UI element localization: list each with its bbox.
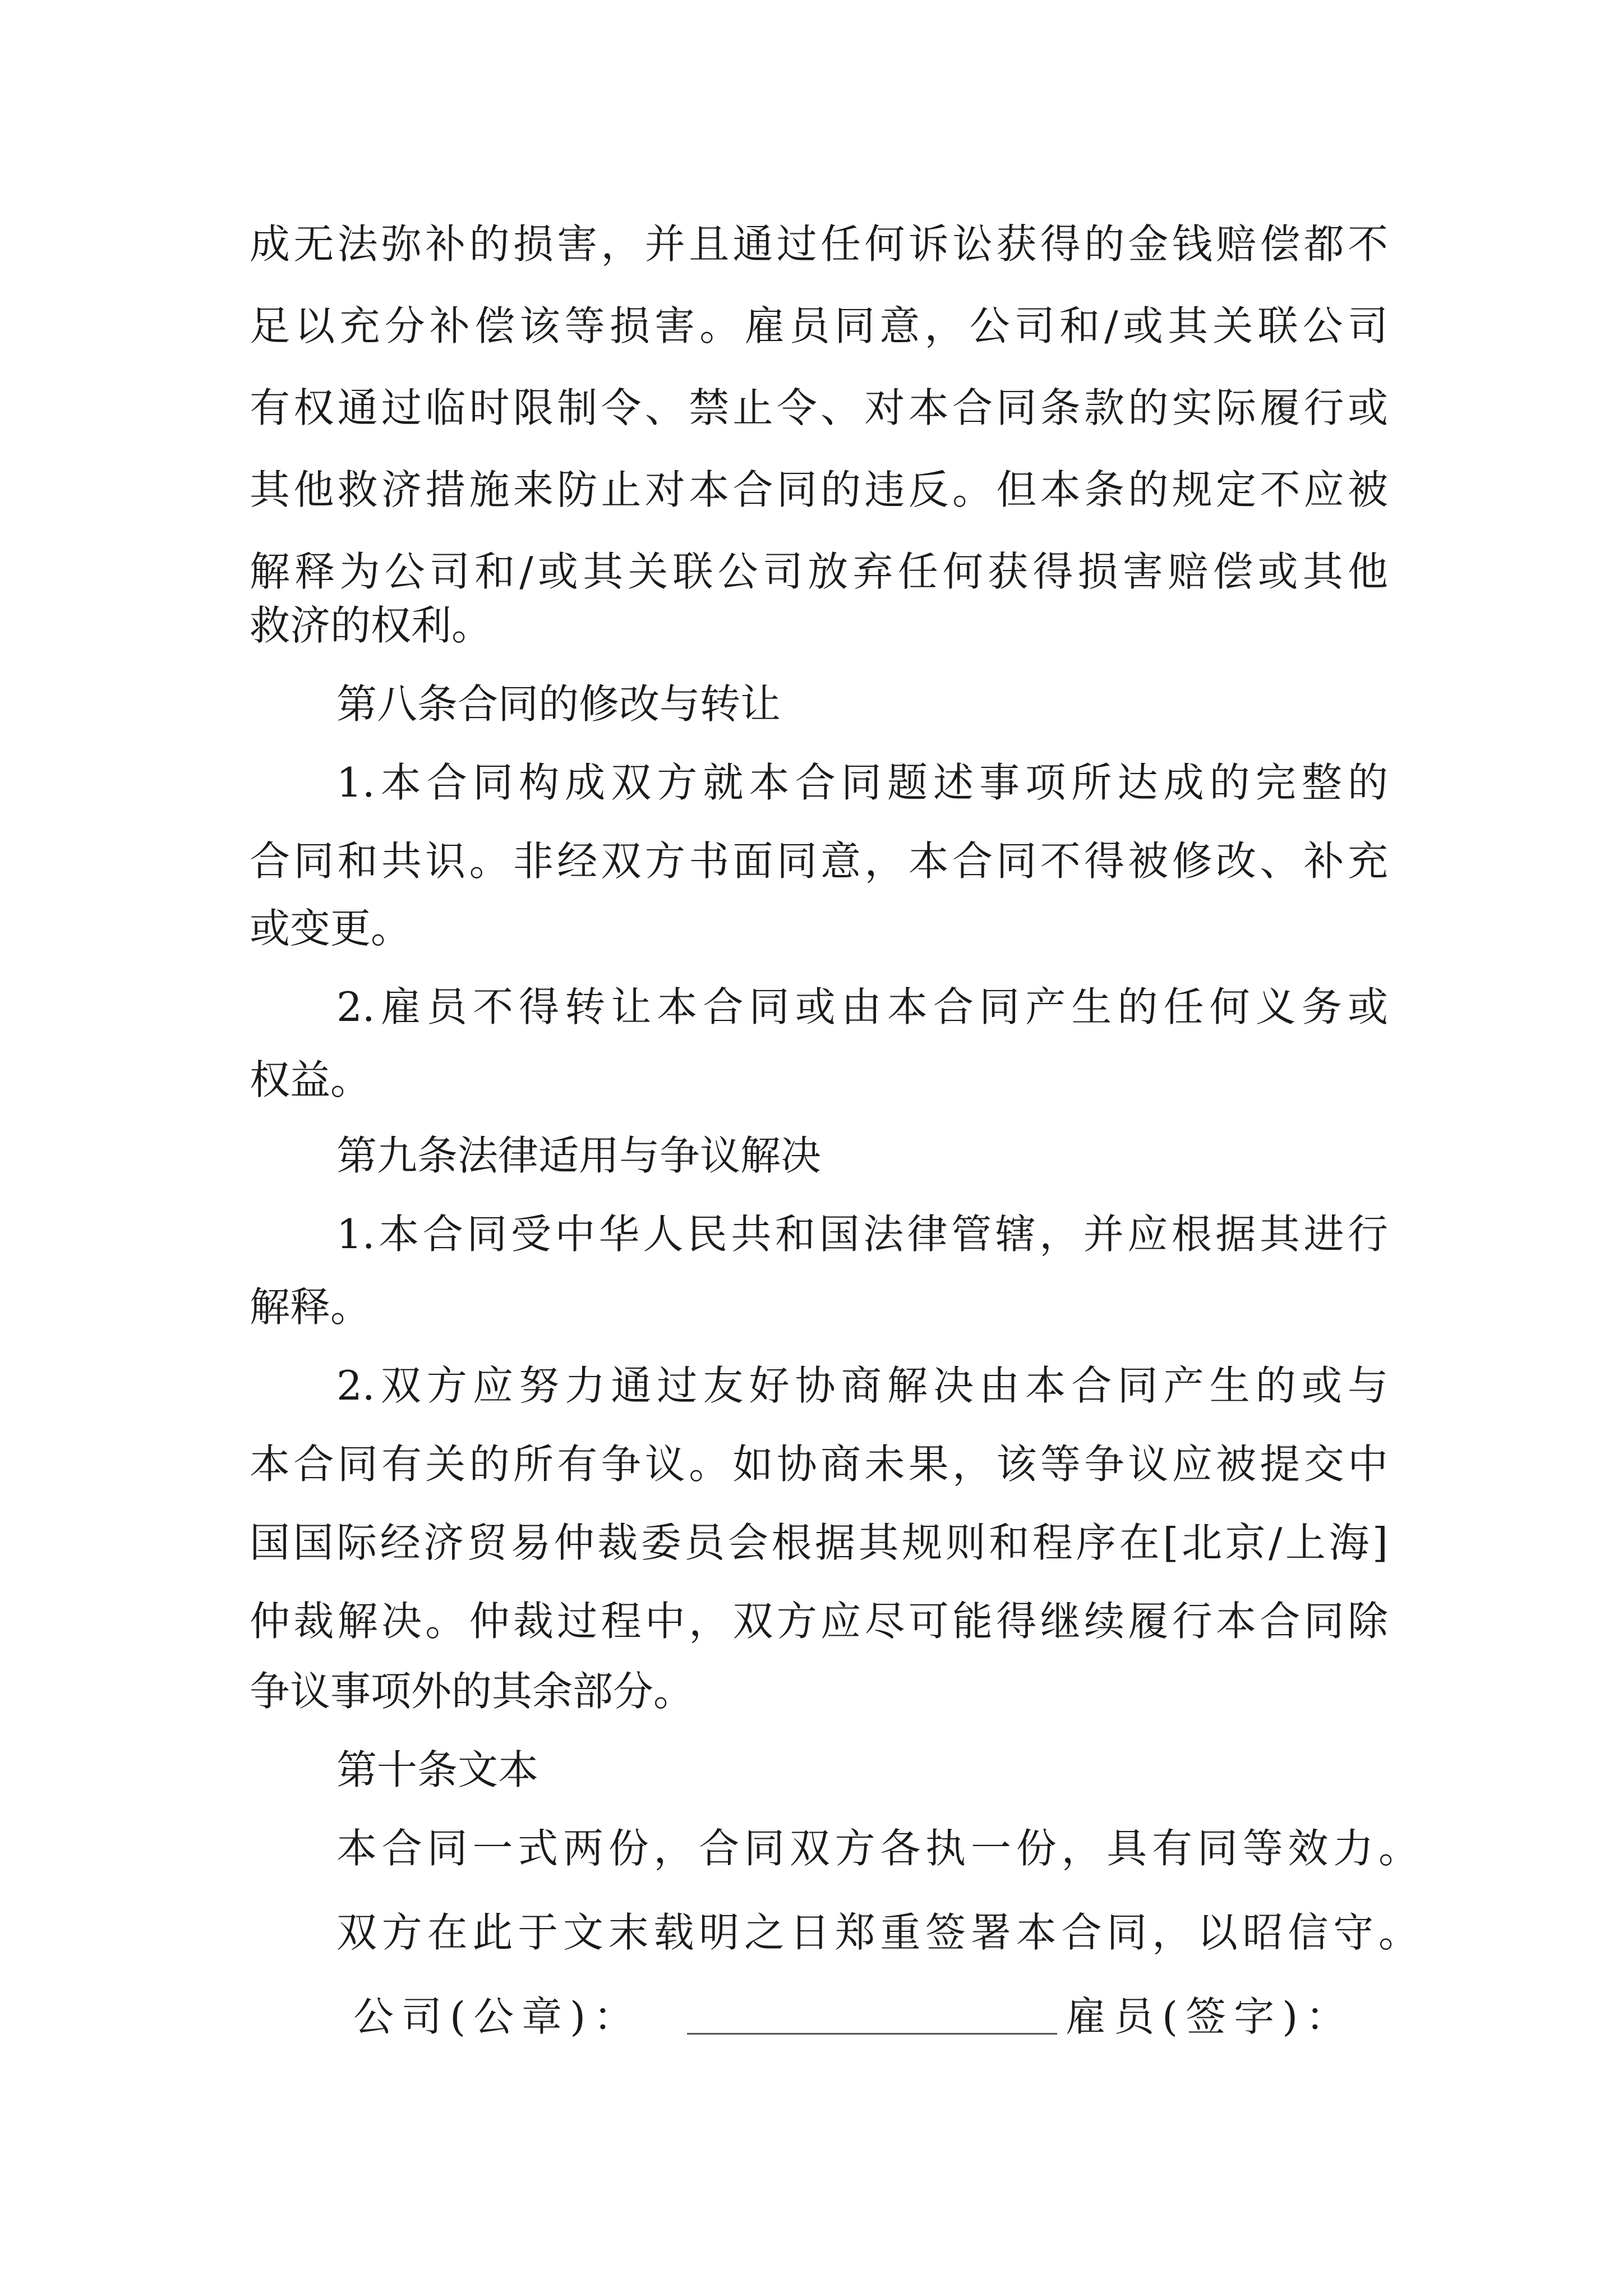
body-line: 本合同有关的所有争议。如协商未果，该等争议应被提交中: [250, 1441, 1388, 1488]
employee-signature-label: 雇员(签字)：: [1066, 1993, 1354, 2040]
body-line: 其他救济措施来防止对本合同的违反。但本条的规定不应被: [250, 466, 1388, 513]
body-line: 1.本合同受中华人民共和国法律管辖，并应根据其进行: [336, 1211, 1388, 1258]
body-line: 争议事项外的其余部分。: [250, 1668, 694, 1715]
section-heading-article-10: 第十条文本: [336, 1746, 539, 1793]
body-line: 权益。: [250, 1056, 371, 1103]
body-line: 成无法弥补的损害，并且通过任何诉讼获得的金钱赔偿都不: [250, 220, 1388, 268]
body-line: 救济的权利。: [250, 602, 492, 649]
body-line: 或变更。: [250, 905, 412, 952]
body-line: 国国际经济贸易仲裁委员会根据其规则和程序在[北京/上海]: [250, 1519, 1388, 1566]
section-heading-article-9: 第九条法律适用与争议解决: [336, 1132, 822, 1179]
body-line: 足以充分补偿该等损害。雇员同意，公司和/或其关联公司: [250, 302, 1388, 349]
section-heading-article-8: 第八条合同的修改与转让: [336, 680, 781, 728]
company-seal-label: 公司(公章)：: [353, 1993, 642, 2040]
body-line: 有权通过临时限制令、禁止令、对本合同条款的实际履行或: [250, 384, 1388, 431]
body-line: 仲裁解决。仲裁过程中，双方应尽可能得继续履行本合同除: [250, 1598, 1388, 1645]
body-line: 解释为公司和/或其关联公司放弃任何获得损害赔偿或其他: [250, 548, 1388, 595]
body-line: 双方在此于文末载明之日郑重签署本合同，以昭信守。: [336, 1909, 1419, 1956]
body-line: 解释。: [250, 1283, 371, 1331]
body-line: 2.雇员不得转让本合同或由本合同产生的任何义务或: [336, 983, 1388, 1030]
company-signature-blank: [687, 2033, 1057, 2035]
body-line: 2.双方应努力通过友好协商解决由本合同产生的或与: [336, 1362, 1388, 1409]
body-line: 1.本合同构成双方就本合同题述事项所达成的完整的: [336, 759, 1388, 806]
body-line: 本合同一式两份，合同双方各执一份，具有同等效力。: [336, 1825, 1419, 1872]
body-line: 合同和共识。非经双方书面同意，本合同不得被修改、补充: [250, 838, 1388, 885]
